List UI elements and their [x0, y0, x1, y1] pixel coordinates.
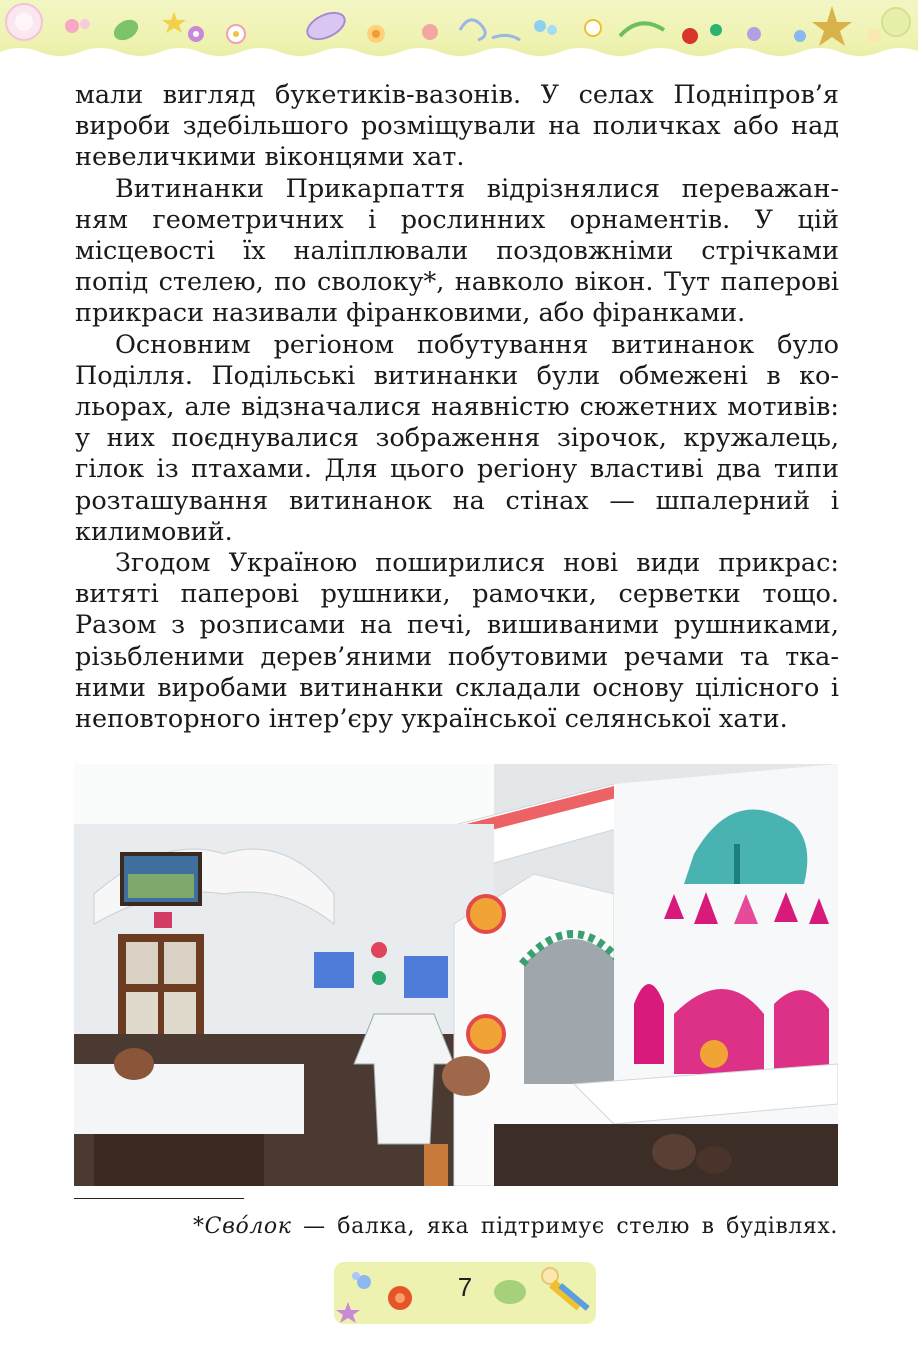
border-wave	[0, 48, 918, 62]
top-decorative-border	[0, 0, 918, 62]
flower-icon	[534, 20, 601, 36]
flower-icon	[188, 25, 245, 43]
body-text	[75, 80, 839, 735]
interior-photo	[74, 764, 838, 1186]
paragraph: мали вигляд букетиків-вазонів. У селах Подніпров’я вироби здебільшого розміщували на поличках або над невеличкими віконцями хат.	[75, 80, 839, 173]
swirl-icon	[460, 20, 520, 40]
flower-icon	[65, 19, 90, 33]
bubble-icon	[682, 24, 722, 44]
interior-photo-illustration	[74, 764, 838, 1186]
leaf-icon	[110, 16, 142, 45]
paragraph: Витинанки Прикарпаття відрізнялися переважанням геометричних і рослинних орнаментів. У цій місцевості їх наліплювали поздовжніми стрічками попід стелею, по сволоку*, навколо вікон. Тут паперові прикраси називали фіранковими, або фіранками.	[75, 173, 839, 329]
paragraph: Згодом Україною поширилися нові види прикрас: витяті паперові рушники, рамочки, серветки тощо. Разом з розписами на печі, вишиваними рушниками, різьбленими дерев’яними побутовими речами та тканими виробами витинанки складали основу цілісного і неповторного інтер’єру української селянської хати.	[75, 548, 839, 735]
star-icon	[812, 6, 852, 46]
paragraph: Основним регіоном побутування витинанок було Поділля. Подільські витинанки були обмежені в кольорах, але відзначалися наявністю сюжетних мотивів: у них поєднувалися зображення зірочок, кружалець, гілок із птахами. Для цього регіону властиві два типи розташування витинанок на стінах — шпалерний і килимовий.	[75, 329, 839, 547]
footnote-term: Сво́лок	[204, 1214, 292, 1239]
footnote	[74, 1212, 838, 1242]
flower-icon	[747, 27, 806, 42]
border-ornaments	[0, 0, 918, 62]
bubble-icon	[867, 8, 910, 43]
footnote-marker: *	[193, 1214, 205, 1239]
page-footer	[334, 1262, 596, 1324]
leaf-icon	[303, 8, 349, 45]
star-icon	[162, 12, 186, 33]
flower-icon	[367, 24, 438, 43]
bubble-icon	[6, 4, 42, 40]
leaf-icon	[620, 23, 664, 36]
page-number: 7	[457, 1272, 473, 1302]
footnote-divider	[74, 1198, 244, 1199]
footnote-definition: — балка, яка підтримує стелю в будівлях.	[291, 1214, 838, 1239]
